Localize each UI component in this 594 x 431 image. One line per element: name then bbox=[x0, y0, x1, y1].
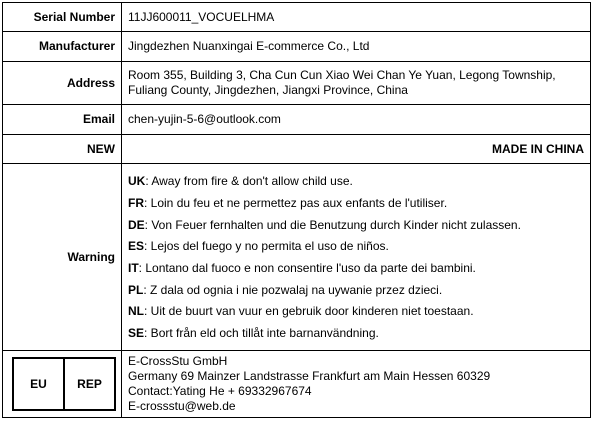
warning-text: : Lontano dal fuoco e non consentire l'uso da parte dei bambini. bbox=[138, 261, 476, 275]
eu-rep-email: E-crossstu@web.de bbox=[128, 399, 236, 413]
product-label-table bbox=[2, 2, 591, 418]
warning-item-it bbox=[128, 258, 584, 280]
warning-item-es bbox=[128, 236, 584, 258]
warning-item-fr bbox=[128, 193, 584, 215]
rep-badge-text: REP bbox=[63, 359, 114, 409]
warning-code: SE bbox=[128, 326, 145, 341]
email-row bbox=[3, 105, 591, 135]
condition-row bbox=[3, 135, 591, 164]
manufacturer-label: Manufacturer bbox=[3, 32, 122, 62]
warning-item-pl bbox=[128, 280, 584, 302]
eu-rep-contact: Contact:Yating He + 69332967674 bbox=[128, 384, 312, 398]
eu-rep-details bbox=[122, 351, 591, 418]
eu-rep-badge-cell bbox=[3, 351, 122, 418]
warning-text: : Uit de buurt van vuur en gebruik door kinderen niet toestaan. bbox=[144, 304, 474, 319]
warning-item-nl bbox=[128, 301, 584, 323]
eu-badge-text: EU bbox=[30, 376, 47, 391]
warning-code: ES bbox=[128, 239, 145, 254]
address-value bbox=[122, 62, 591, 105]
warning-label: Warning bbox=[3, 164, 122, 351]
manufacturer-value: Jingdezhen Nuanxingai E-commerce Co., Ltd bbox=[122, 32, 591, 62]
made-in-china-label: MADE IN CHINA bbox=[122, 135, 591, 164]
address-line-1: Room 355, Building 3, Cha Cun Cun Xiao Wei Chan Ye Yuan, Legong Township, bbox=[128, 68, 556, 82]
warning-text: : Lejos del fuego y no permita el uso de niños. bbox=[144, 239, 389, 254]
address-row bbox=[3, 62, 591, 105]
warning-text: : Bort från eld och tillåt inte barnanvändning. bbox=[144, 326, 379, 341]
serial-number-value: 11JJ600011_VOCUELHMA bbox=[122, 3, 591, 32]
warning-row bbox=[3, 164, 591, 351]
warning-code: PL bbox=[128, 282, 144, 297]
address-line-2: Fuliang County, Jingdezhen, Jiangxi Province, China bbox=[128, 83, 408, 97]
manufacturer-row bbox=[3, 32, 591, 62]
email-label: Email bbox=[3, 105, 122, 135]
eu-rep-company: E-CrossStu GmbH bbox=[128, 354, 228, 368]
warning-list bbox=[122, 164, 591, 351]
warning-text: : Loin du feu et ne permettez pas aux enfants de l'utiliser. bbox=[144, 195, 448, 210]
warning-code: FR bbox=[128, 195, 144, 210]
warning-item-de bbox=[128, 215, 584, 237]
serial-number-label: Serial Number bbox=[3, 3, 122, 32]
eu-rep-address: Germany 69 Mainzer Landstrasse Frankfurt am Main Hessen 60329 bbox=[128, 369, 491, 383]
email-value: chen-yujin-5-6@outlook.com bbox=[122, 105, 591, 135]
eu-rep-badge bbox=[12, 357, 116, 411]
warning-code: IT bbox=[128, 261, 139, 275]
warning-code: DE bbox=[128, 217, 145, 232]
serial-number-row bbox=[3, 3, 591, 32]
warning-item-se bbox=[128, 323, 584, 345]
warning-text: : Away from fire & don't allow child use. bbox=[145, 174, 353, 189]
warning-code: UK bbox=[128, 174, 146, 189]
warning-item-uk bbox=[128, 171, 584, 193]
warning-text: : Z dala od ognia i nie pozwalaj na uywanie przez dzieci. bbox=[143, 282, 443, 297]
warning-code: NL bbox=[128, 304, 144, 319]
address-label: Address bbox=[3, 62, 122, 105]
warning-text: : Von Feuer fernhalten und die Benutzung durch Kinder nicht zulassen. bbox=[144, 217, 521, 232]
eu-rep-row bbox=[3, 351, 591, 418]
new-label: NEW bbox=[3, 135, 122, 164]
